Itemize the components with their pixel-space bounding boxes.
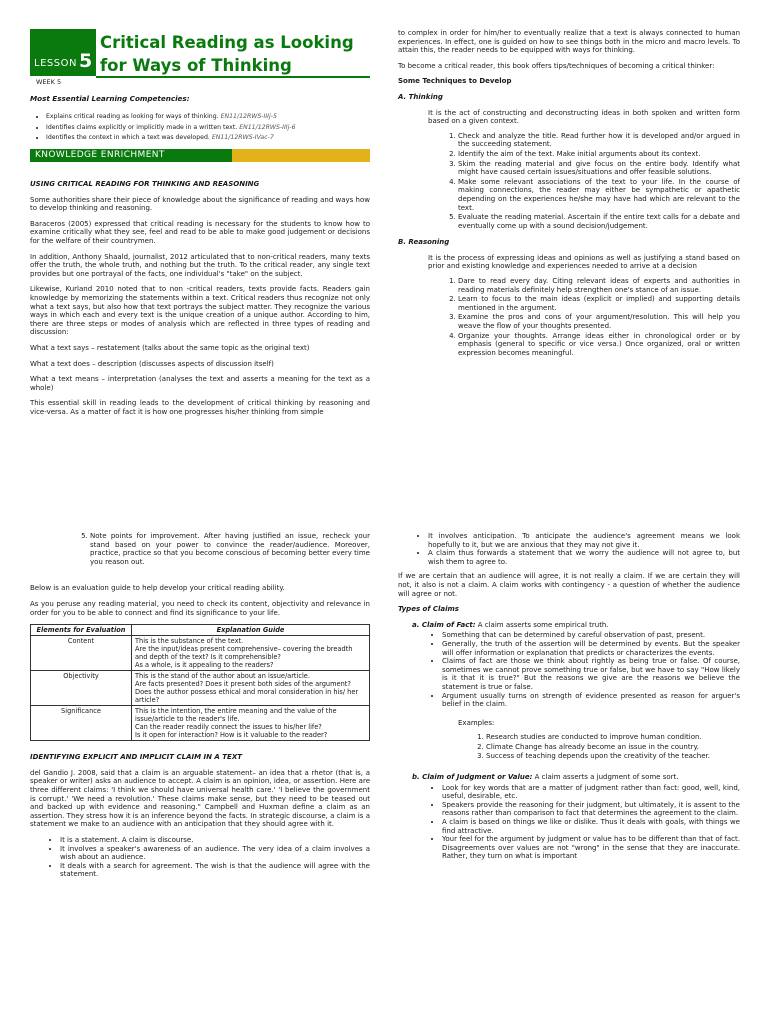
competency-item: • Identifies claims explicitly or implicitly made in a written text. EN11/12RWS-IIIj-6 xyxy=(46,123,386,134)
page-gap xyxy=(0,507,768,527)
subheading: Some Techniques to Develop xyxy=(398,77,512,86)
list-item: • It involves a speaker's awareness of an audience. The very idea of a claim involves a wish about an audience. xyxy=(60,845,370,862)
list-item: 2. Identify the aim of the text. Make initial arguments about its context. xyxy=(458,150,740,159)
list-item: 3. Success of teaching depends upon the creativity of the teacher. xyxy=(486,752,740,761)
list-item: • Your feel for the argument by judgment or value has to be different than that of fact. Disagreements over values are not "wrong" in the sense that they are inaccurate. Rather, they turn on what is important xyxy=(442,835,740,861)
reasoning-steps xyxy=(398,277,740,357)
claim-of-fact: a. Claim of Fact: A claim asserts some empirical truth. xyxy=(412,620,609,629)
section-bar-label: KNOWLEDGE ENRICHMENT xyxy=(35,150,165,160)
reasoning-steps-continued xyxy=(30,532,370,566)
left-column-bottom xyxy=(30,532,370,885)
competency-item: • Explains critical reading as looking for ways of thinking. EN11/12RWS-IIIj-5 xyxy=(46,112,386,123)
list-item: • Something that can be determined by careful observation of past, present. xyxy=(442,631,740,640)
list-item: • Look for key words that are a matter of judgment rather than fact: good, well, kind, useful, desirable, etc. xyxy=(442,784,740,801)
section-bar-accent xyxy=(232,149,370,162)
list-item: 1. Research studies are conducted to improve human condition. xyxy=(486,733,740,742)
list-item: • Generally, the truth of the assertion will be determined by events. But the speaker will offer information or explanation that predicts or characterizes the events. xyxy=(442,640,740,657)
list-item: 1. Dare to read every day. Citing relevant ideas of experts and authorities in reading materials definitely help strengthen one's stance of an issue. xyxy=(458,277,740,294)
left-column-top xyxy=(30,180,370,423)
competency-item: • Identifies the context in which a text was developed. EN11/12RWS-IVac-7 xyxy=(46,133,386,144)
thinking-heading: A. Thinking xyxy=(398,92,443,101)
competencies-list xyxy=(30,112,386,144)
section-heading: IDENTIFYING EXPLICIT AND IMPLICIT CLAIM IN A TEXT xyxy=(30,753,243,762)
list-item: 2. Learn to focus to the main ideas (explicit or implied) and supporting details mentioned in the argument. xyxy=(458,295,740,312)
list-item: • It is a statement. A claim is discourse. xyxy=(60,836,370,845)
right-column-top xyxy=(398,29,740,365)
competencies-heading: Most Essential Learning Competencies: xyxy=(30,94,190,103)
list-item: 5. Note points for improvement. After having justified an issue, recheck your stand based on your power to convince the reader/audience. Moreover, practice, practice so that you become conscious of becoming better every time you reason out. xyxy=(90,532,370,566)
evaluation-table xyxy=(30,624,370,741)
paragraph: Some authorities share their piece of knowledge about the significance of reading and ways how to develop thinking and reasoning. xyxy=(30,195,370,213)
paragraph: Below is an evaluation guide to help develop your critical reading ability. xyxy=(30,584,285,593)
list-item: • Claims of fact are those we think about rightly as being true or false. Of course, sometimes we cannot prove something true or false, but we have to say "How likely is it that it is true?" But the reasons we give are the reasons we believe the statement is true or false. xyxy=(442,657,740,691)
thinking-description: It is the act of constructing and deconstructing ideas in both spoken and written form based on a given context. xyxy=(428,108,740,126)
claim-of-judgment: b. Claim of Judgment or Value: A claim asserts a judgment of some sort. xyxy=(412,773,679,782)
table-header: Explanation Guide xyxy=(132,625,370,636)
list-item: • A claim thus forwards a statement that we worry the audience will not agree to, but wish them to agree to. xyxy=(428,549,740,566)
reasoning-description: It is the process of expressing ideas and opinions as well as justifying a stand based on prior and existing knowledge and experiences needed to arrive at a decision xyxy=(428,253,740,271)
list-item: 1. Check and analyze the title. Read further how it is developed and/or argued in the succeeding statement. xyxy=(458,132,740,149)
list-item: 3. Skim the reading material and give focus on the entire body. Identify what might have caused certain issues/situations and offer feasible solutions. xyxy=(458,160,740,177)
table-cell-guide: This is the stand of the author about an issue/article. Are facts presented? Does it present both sides of the argument? Does the author possess ethical and moral consideration in his/ her article? xyxy=(132,671,370,706)
table-header: Elements for Evaluation xyxy=(31,625,132,636)
list-item: 4. Organize your thoughts. Arrange ideas either in chronological order or by emphasis (general to specific or vice versa.) Once organized, oral or written expression becomes meaningful. xyxy=(458,332,740,358)
list-item: • Speakers provide the reasoning for their judgment, but ultimately, it is assent to the reasons rather than comparison to fact that determines the agreement to the claim. xyxy=(442,801,740,818)
examples-list xyxy=(398,733,740,761)
fact-bullets xyxy=(398,631,740,708)
paragraph: This essential skill in reading leads to the development of critical thinking by reasoning and vice-versa. As a matter of fact it is how one progresses his/her thinking from simple xyxy=(30,399,370,416)
table-cell-guide: This is the substance of the text. Are the input/ideas present comprehensive– covering the breadth and depth of the text? Is it comprehensible? As a whole, is it appealing to the readers? xyxy=(132,636,370,671)
paragraph: What a text means – interpretation (analyses the text and asserts a meaning for the text as a whole) xyxy=(30,375,370,392)
list-item: 5. Evaluate the reading material. Ascertain if the entire text calls for a debate and eventually come up with a sound decision/judgement. xyxy=(458,213,740,230)
title-underline xyxy=(96,76,370,78)
right-column-bottom xyxy=(398,532,740,867)
list-item: 4. Make some relevant associations of the text to your life. In the course of making connections, the reader may either be sympathetic or apathetic depending on the experiences he/she may have had which are relevant to the text. xyxy=(458,178,740,212)
table-header-row xyxy=(31,625,370,636)
claim-bullets xyxy=(30,836,370,879)
lesson-label: LESSON xyxy=(34,58,77,69)
paragraph: In addition, Anthony Shaald, journalist, 2012 articulated that to non-critical readers, many texts offer the truth, the whole truth, and nothing but the truth. To the critical reader, any single text provides but one portrayal of the facts, one individual's "take" on the subject. xyxy=(30,252,370,278)
paragraph: To become a critical reader, this book offers tips/techniques of becoming a critical thinker: xyxy=(398,61,715,70)
paragraph: del Gandio J. 2008, said that a claim is an arguable statement– an idea that a rhetor (that is, a speaker or writer) asks an audience to accept. A claim is an opinion, idea, or assertion. Here are three different claims: 'I think we should have universal health care.' 'I believe the government is corrupt.' 'We need a revolution.' These claims make sense, but they need to be teased out and backed up with evidence and reasoning." Campbell and Huxman define a claim as an assertion. They stress how it is an inference beyond the facts. In strategic discourse, a claim is a statement we make to an audience with an anticipation that they should agree with it. xyxy=(30,768,370,829)
paragraph: Likewise, Kurland 2010 noted that to non -critical readers, texts provide facts. Readers gain knowledge by memorizing the statements within a text. Critical readers thus recognize not only what a text says, but also how that text portrays the subject matter. They recognize the various ways in which each and every text is the unique creation of a unique author. According to him, there are three steps or modes of analysis which are reflected in three types of reading and discussion: xyxy=(30,285,370,337)
paragraph: What a text says – restatement (talks about the same topic as the original text) xyxy=(30,343,310,352)
paragraph: What a text does – description (discusses aspects of discussion itself) xyxy=(30,359,274,368)
paragraph: If we are certain that an audience will agree, it is not really a claim. If we are certain they will not, it also is not a claim. A claim works with contingency - a question of whether the audience will agree or not. xyxy=(398,572,740,598)
table-row xyxy=(31,636,370,671)
table-cell-element: Objectivity xyxy=(31,671,132,706)
table-row xyxy=(31,671,370,706)
judgment-bullets xyxy=(398,784,740,861)
thinking-steps xyxy=(398,132,740,231)
list-item: 2. Climate Change has already become an issue in the country. xyxy=(486,743,740,752)
list-item: • Argument usually turns on strength of evidence presented as reason for arguer's belief in the claim. xyxy=(442,692,740,709)
paragraph: Baraceros (2005) expressed that critical reading is necessary for the students to know how to examine critically what they see, feel and read to be able to make good judgement or decisions for the welfare of their countrymen. xyxy=(30,219,370,245)
paragraph: to complex in order for him/her to eventually realize that a text is always connected to human experiences. In effect, one is guided on how to see things both in the micro and macro levels. To attain this, the reader needs to be equipped with ways for thinking. xyxy=(398,29,740,55)
table-cell-element: Significance xyxy=(31,706,132,741)
list-item: • It deals with a search for agreement. The wish is that the audience will agree with the statement. xyxy=(60,862,370,879)
types-heading: Types of Claims xyxy=(398,605,459,614)
section-heading: USING CRITICAL READING FOR THINKING AND REASONING xyxy=(30,180,260,188)
list-item: • It involves anticipation. To anticipate the audience's agreement means we look hopefully to it, but we are anxious that they may not give it. xyxy=(428,532,740,549)
table-cell-guide: This is the intention, the entire meaning and the value of the issue/article to the reader's life. Can the reader readily connect the issues to his/her life? Is it open for interaction? How is it valuable to the reader? xyxy=(132,706,370,741)
list-item: • A claim is based on things we like or dislike. Thus it deals with goals, with things we find attractive. xyxy=(442,818,740,835)
reasoning-heading: B. Reasoning xyxy=(398,238,450,247)
lesson-number: 5 xyxy=(79,50,93,72)
week-label: WEEK 5 xyxy=(36,78,62,86)
claim-bullets-continued xyxy=(398,532,740,566)
lesson-title: Critical Reading as Looking for Ways of Thinking xyxy=(100,33,354,75)
table-cell-element: Content xyxy=(31,636,132,671)
table-row xyxy=(31,706,370,741)
examples-label: Examples: xyxy=(458,718,495,727)
paragraph: As you peruse any reading material, you need to check its content, objectivity and relevance in order for you to be able to connect and find its significance to your life. xyxy=(30,599,370,617)
list-item: 3. Examine the pros and cons of your argument/resolution. This will help you weave the flow of your thoughts presented. xyxy=(458,313,740,330)
